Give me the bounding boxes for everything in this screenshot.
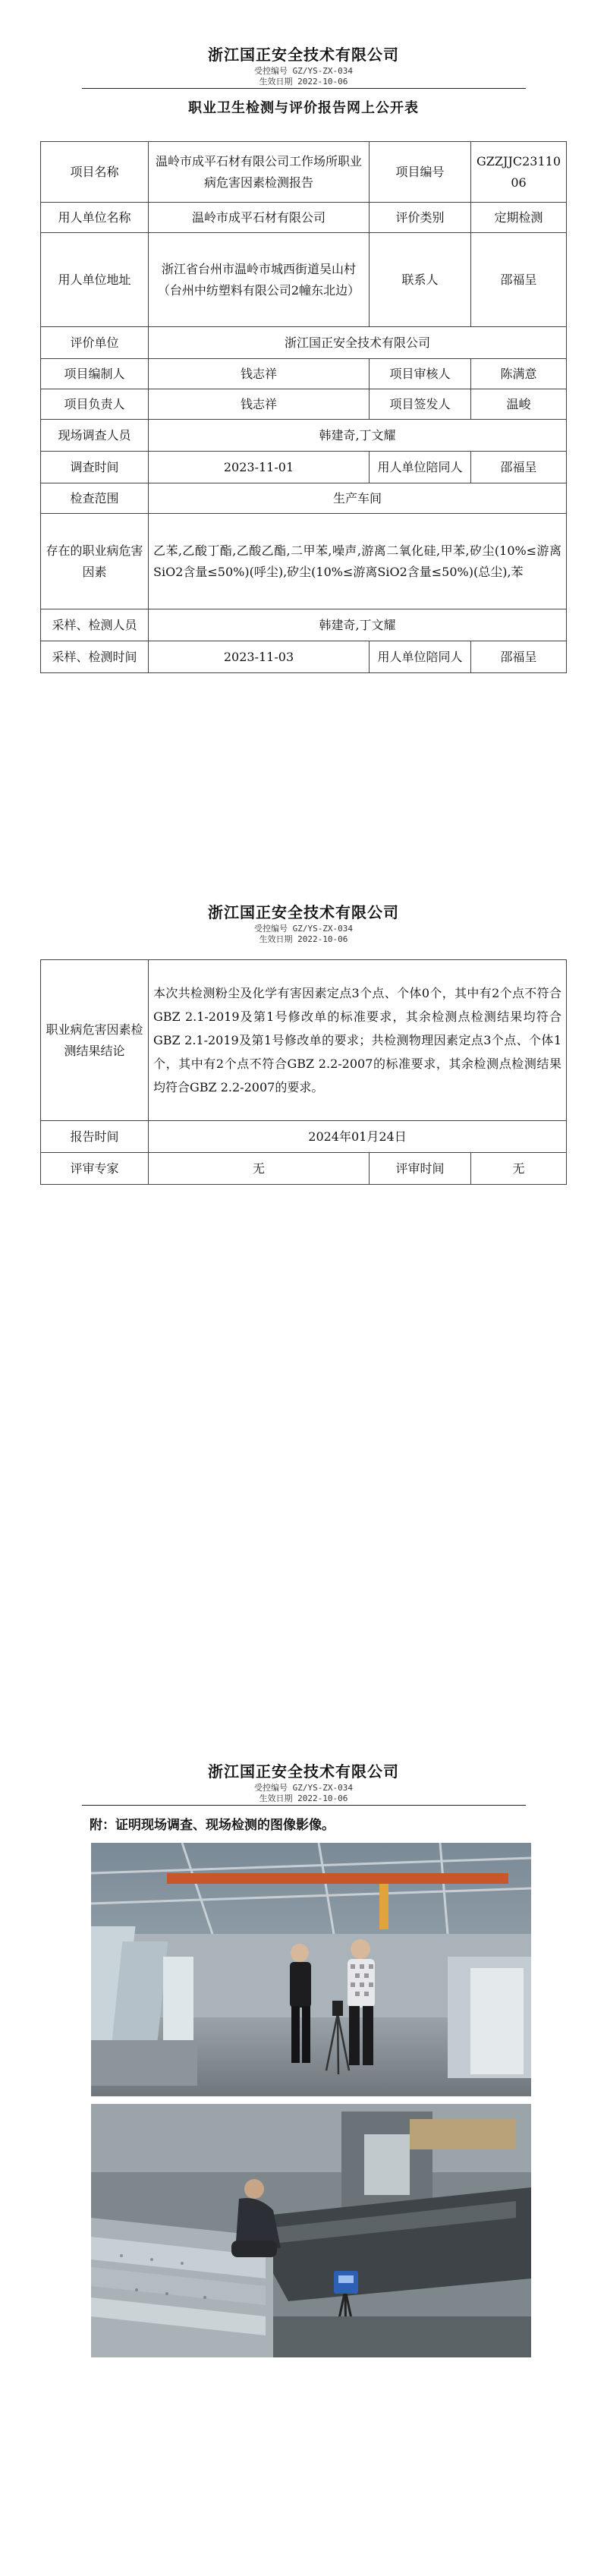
escort-label: 用人单位陪同人 bbox=[370, 452, 471, 483]
evaluator-value: 浙江国正安全技术有限公司 bbox=[149, 327, 567, 359]
reviewer-label: 项目审核人 bbox=[370, 359, 471, 389]
effective-date: 生效日期 2022-10-06 bbox=[259, 77, 348, 87]
control-number: 受控编号 GZ/YS-ZX-034 bbox=[253, 66, 354, 76]
review-time-label: 评审时间 bbox=[370, 1153, 471, 1185]
scope-value: 生产车间 bbox=[149, 483, 567, 514]
survey-time-label: 调查时间 bbox=[41, 452, 149, 483]
site-detection-photo bbox=[91, 2104, 531, 2357]
address-label: 用人单位地址 bbox=[41, 233, 149, 327]
contact-label: 联系人 bbox=[370, 233, 471, 327]
escort2-label: 用人单位陪同人 bbox=[370, 641, 471, 673]
hazards-value: 乙苯,乙酸丁酯,乙酸乙酯,二甲苯,噪声,游离二氧化硅,甲苯,矽尘(10%≤游离SiO2含量≤50%)(呼尘),矽尘(10%≤游离SiO2含量≤50%)(总尘),苯 bbox=[149, 514, 567, 609]
control-number: 受控编号 GZ/YS-ZX-034 bbox=[253, 1783, 354, 1793]
eval-type-label: 评价类别 bbox=[370, 203, 471, 233]
surveyors-value: 韩建奇,丁文耀 bbox=[149, 420, 567, 452]
attachment-caption: 附：证明现场调查、现场检测的图像影像。 bbox=[90, 1818, 335, 1833]
signer-value: 温峻 bbox=[471, 389, 567, 420]
conclusion-value: 本次共检测粉尘及化学有害因素定点3个点、个体0个，其中有2个点不符合GBZ 2.1-2019及第1号修改单的标准要求，其余检测点检测结果均符合GBZ 2.1-2019及第1号修改单的要求；共检测物理因素定点3个点、个体1个，其中有2个点不符合GBZ 2.2-2007的标准要求，其余检测点检测结果均符合GBZ 2.2-2007的要求。 bbox=[149, 960, 567, 1121]
eval-type-value: 定期检测 bbox=[471, 203, 567, 233]
leader-label: 项目负责人 bbox=[41, 389, 149, 420]
project-name-label: 项目名称 bbox=[41, 142, 149, 203]
review-time-value: 无 bbox=[471, 1153, 567, 1185]
project-no-value: GZZJJC2311006 bbox=[471, 142, 567, 203]
site-survey-photo bbox=[91, 1843, 531, 2096]
hazards-label: 存在的职业病危害因素 bbox=[41, 514, 149, 609]
employer-label: 用人单位名称 bbox=[41, 203, 149, 233]
control-number: 受控编号 GZ/YS-ZX-034 bbox=[253, 924, 354, 934]
report-info-table bbox=[40, 141, 567, 673]
leader-value: 钱志祥 bbox=[149, 389, 370, 420]
company-name: 浙江国正安全技术有限公司 bbox=[208, 46, 399, 64]
surveyors-label: 现场调查人员 bbox=[41, 420, 149, 452]
reviewer-value: 陈满意 bbox=[471, 359, 567, 389]
report-time-value: 2024年01月24日 bbox=[149, 1121, 567, 1153]
address-value: 浙江省台州市温岭市城西街道吴山村（台州中纺塑料有限公司2幢东北边） bbox=[149, 233, 370, 327]
evaluator-label: 评价单位 bbox=[41, 327, 149, 359]
report-time-label: 报告时间 bbox=[41, 1121, 149, 1153]
effective-date: 生效日期 2022-10-06 bbox=[259, 934, 348, 944]
project-name-value: 温岭市成平石材有限公司工作场所职业病危害因素检测报告 bbox=[149, 142, 370, 203]
escort2-value: 邵福呈 bbox=[471, 641, 567, 673]
sample-time-label: 采样、检测时间 bbox=[41, 641, 149, 673]
scope-label: 检查范围 bbox=[41, 483, 149, 514]
conclusion-label: 职业病危害因素检测结果结论 bbox=[41, 960, 149, 1121]
company-name: 浙江国正安全技术有限公司 bbox=[208, 1762, 399, 1781]
sample-time-value: 2023-11-03 bbox=[149, 641, 370, 673]
survey-time-value: 2023-11-01 bbox=[149, 452, 370, 483]
company-name: 浙江国正安全技术有限公司 bbox=[208, 903, 399, 921]
signer-label: 项目签发人 bbox=[370, 389, 471, 420]
samplers-label: 采样、检测人员 bbox=[41, 609, 149, 641]
samplers-value: 韩建奇,丁文耀 bbox=[149, 609, 567, 641]
compiler-value: 钱志祥 bbox=[149, 359, 370, 389]
compiler-label: 项目编制人 bbox=[41, 359, 149, 389]
project-no-label: 项目编号 bbox=[370, 142, 471, 203]
employer-value: 温岭市成平石材有限公司 bbox=[149, 203, 370, 233]
document-title: 职业卫生检测与评价报告网上公开表 bbox=[188, 100, 419, 116]
experts-value: 无 bbox=[149, 1153, 370, 1185]
header-rule bbox=[82, 1805, 526, 1806]
header-rule bbox=[82, 88, 526, 89]
conclusion-table bbox=[40, 959, 567, 1185]
experts-label: 评审专家 bbox=[41, 1153, 149, 1185]
effective-date: 生效日期 2022-10-06 bbox=[259, 1793, 348, 1803]
contact-value: 邵福呈 bbox=[471, 233, 567, 327]
escort-value: 邵福呈 bbox=[471, 452, 567, 483]
